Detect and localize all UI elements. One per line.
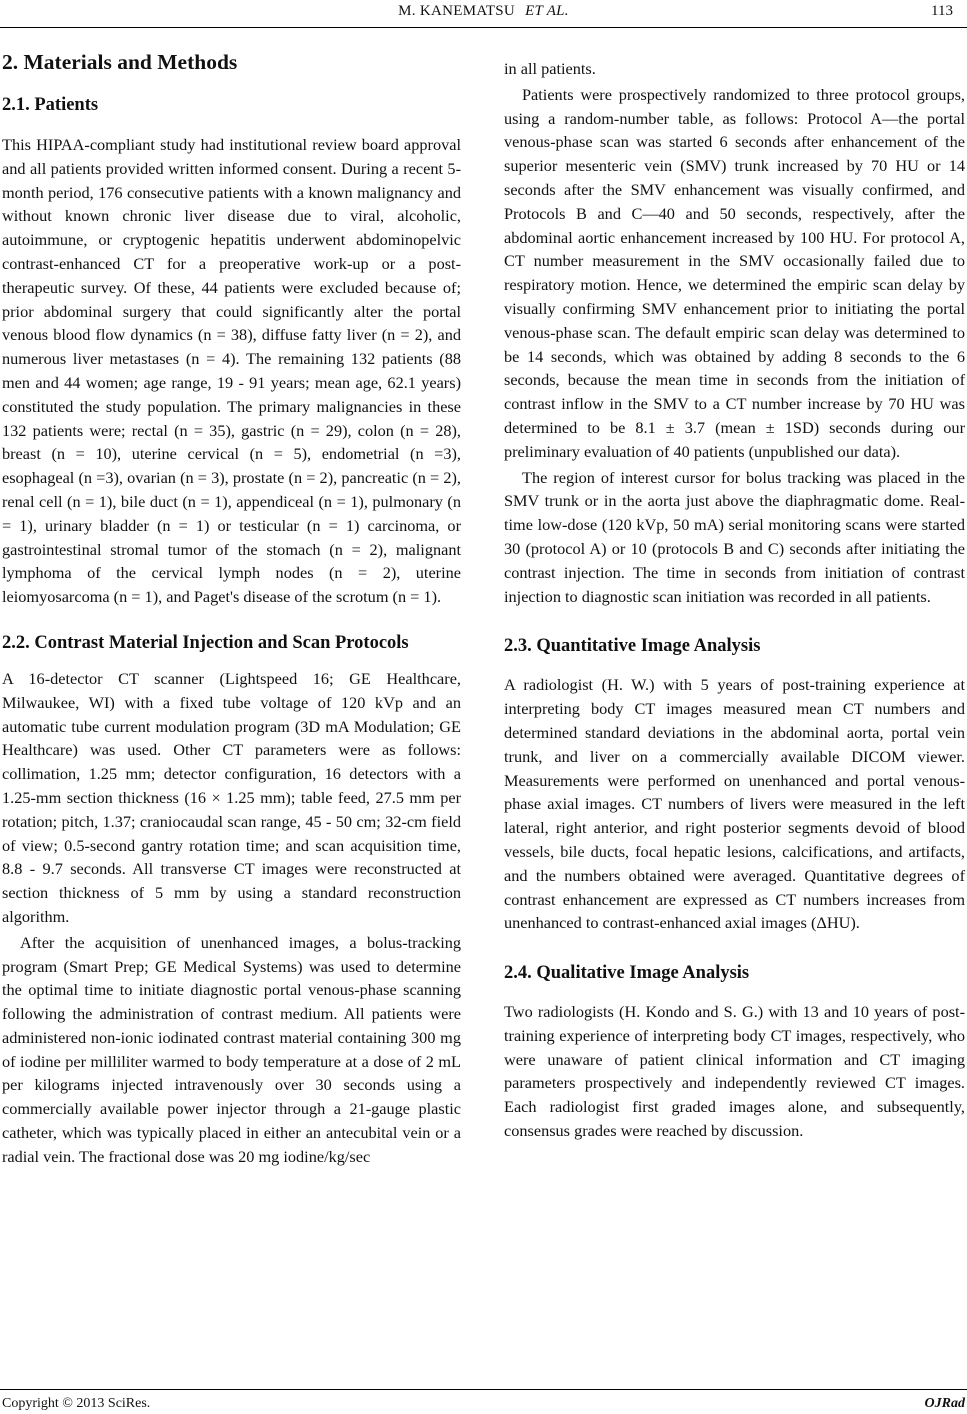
subsection-title-patients: 2.1. Patients [2, 95, 99, 115]
paragraph-patients: This HIPAA-compliant study had institutional review board approval and all patients provided written informed consent. During a recent 5-month period, 176 consecutive patients with a known malignancy and without known chronic liver disease due to viral, alcoholic, autoimmune, or cryptogenic hepatitis underwent abdominopelvic contrast-enhanced CT for a preoperative work-up or a post-therapeutic survey. Of these, 44 patients were excluded because of; prior abdominal surgery that could significantly alter the portal venous blood flow dynamics (n = 38), diffuse fatty liver (n = 2), and numerous liver metastases (n = 4). The remaining 132 patients (88 men and 44 women; age range, 19 - 91 years; mean age, 62.1 years) constituted the study population. The primary malignancies in these 132 patients were; rectal (n = 35), gastric (n = 29), colon (n = 28), breast (n = 10), uterine cervical (n = 5), endometrial (n =3), esophageal (n =3), ovarian (n = 3), prostate (n = 2), pancreatic (n = 2), renal cell (n = 1), bile duct (n = 1), appendiceal (n = 1), pulmonary (n = 1), urinary bladder (n = 1) or testicular (n = 1) carcinoma, or gastrointestinal stromal tumor of the stomach (n = 2), malignant lymphoma of the cervical lymph nodes (n = 2), uterine leiomyosarcoma (n = 1), and Paget's disease of the scrotum (n = 1). [2, 135, 461, 607]
copyright-notice: Copyright © 2013 SciRes. [2, 1396, 151, 1411]
paragraph-scanner: A 16-detector CT scanner (Lightspeed 16; GE Healthcare, Milwaukee, WI) with a fixed tube voltage of 120 kVp and an automatic tube current modulation program (3D mA Modulation; GE Healthcare) was used. Other CT parameters were as follows: collimation, 1.25 mm; detector configuration, 16 detectors with a 1.25-mm section thickness (16 × 1.25 mm); table feed, 27.5 mm per rotation; pitch, 1.37; craniocaudal scan range, 45 - 50 cm; 32-cm field of view; 0.5-second gantry rotation time; and scan acquisition time, 8.8 - 9.7 seconds. All transverse CT images were reconstructed at section thickness of 5 mm by using a standard reconstruction algorithm. [2, 668, 461, 926]
right-column [504, 57, 965, 1143]
header-rule [0, 27, 967, 28]
subsection-title-contrast-protocols: 2.2. Contrast Material Injection and Scan Protocols [2, 632, 409, 653]
page-number: 113 [931, 3, 953, 19]
running-title [0, 3, 967, 20]
paragraph-continued: in all patients. [504, 59, 596, 78]
paragraph-roi-cursor: The region of interest cursor for bolus tracking was placed in the SMV trunk or in the aorta just above the diaphragmatic dome. Real-time low-dose (120 kVp, 50 mA) serial monitoring scans were started 30 (protocol A) or 10 (protocols B and C) seconds after initiating the contrast injection. The time in seconds from initiation of contrast injection to diagnostic scan initiation was recorded in all patients. [504, 467, 965, 606]
author-name: M. KANEMATSU [398, 3, 516, 19]
et-al: ET AL. [525, 3, 569, 19]
section-title-materials-methods: 2. Materials and Methods [2, 50, 238, 74]
journal-name: OJRad [924, 1396, 965, 1411]
subsection-title-qualitative: 2.4. Qualitative Image Analysis [504, 963, 750, 984]
running-header [0, 3, 967, 23]
subsection-title-quantitative: 2.3. Quantitative Image Analysis [504, 636, 761, 657]
left-column [2, 50, 461, 1169]
paragraph-qualitative: Two radiologists (H. Kondo and S. G.) with 13 and 10 years of post-training experience of interpreting body CT images, respectively, who were unaware of patient clinical information and CT imaging parameters prospectively and independently reviewed CT images. Each radiologist first graded images alone, and subsequently, consensus grades were reached by discussion. [504, 1002, 965, 1141]
paragraph-bolus-tracking: After the acquisition of unenhanced images, a bolus-tracking program (Smart Prep; GE Medical Systems) was used to determine the optimal time to initiate diagnostic portal venous-phase scanning following the administration of contrast medium. All patients were administered non-ionic iodinated contrast material containing 300 mg of iodine per milliliter warmed to body temperature at a dose of 2 mL per kilograms injected intravenously over 30 seconds using a commercially available power injector through a 21-gauge plastic catheter, which was typically placed in either an antecubital vein or a radial vein. The fractional dose was 20 mg iodine/kg/sec [2, 932, 461, 1166]
footer-rule [0, 1389, 967, 1390]
paragraph-quantitative: A radiologist (H. W.) with 5 years of post-training experience at interpreting body CT images measured mean CT numbers and determined standard deviations in the abdominal aorta, portal vein trunk, and liver on a commercially available DICOM viewer. Measurements were performed on unenhanced and portal venous-phase axial images. CT numbers of livers were measured in the left lateral, right anterior, and right posterior segments devoid of blood vessels, bile ducts, focal hepatic lesions, calcifications, and artifacts, and the numbers obtained were averaged. Quantitative degrees of contrast enhancement are expressed as CT numbers increases from unenhanced to contrast-enhanced axial images (ΔHU). [504, 675, 965, 933]
paragraph-protocol-groups: Patients were prospectively randomized to three protocol groups, using a random-number table, as follows: Protocol A—the portal venous-phase scan was started 6 seconds after enhancement of the superior mesenteric vein (SMV) trunk increased by 70 HU or 14 seconds after the SMV enhancement was visually confirmed, and Protocols B and C—40 and 50 seconds, respectively, after the abdominal aortic enhancement increased by 100 HU. For protocol A, CT number measurement in the SMV occasionally failed due to respiratory motion. Hence, we determined the empiric scan delay by visually confirming SMV enhancement prior to initiating the portal venous-phase scan. The default empiric scan delay was determined to be 14 seconds, which was obtained by adding 8 seconds to the 6 seconds, because the mean time in seconds from the initiation of contrast inflow in the SMV to a CT number increase by 70 HU was determined to be 8.1 ± 3.7 (mean ± 1SD) seconds during our preliminary evaluation of 40 patients (unpublished our data). [504, 84, 965, 461]
